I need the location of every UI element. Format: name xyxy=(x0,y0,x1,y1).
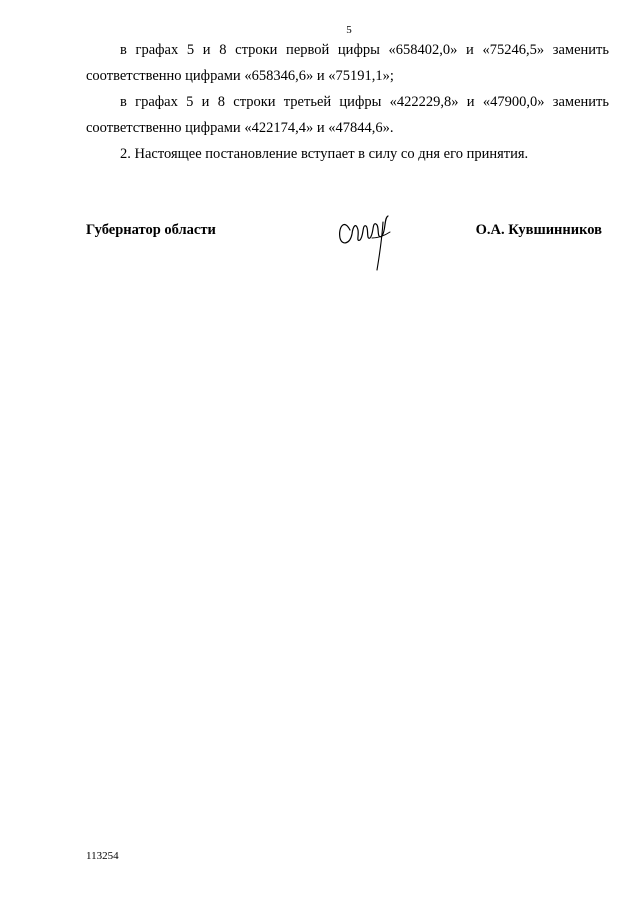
paragraph-replace-row-1: в графах 5 и 8 строки первой цифры «658402,0» и «75246,5» заменить соответственно цифрами «658346,6» и «75191,1»; xyxy=(86,42,609,84)
signer-name: О.А. Кувшинников xyxy=(475,222,602,238)
signature-block xyxy=(86,222,602,282)
paragraph-replace-row-3: в графах 5 и 8 строки третьей цифры «422229,8» и «47900,0» заменить соответственно цифрами «422174,4» и «47844,6». xyxy=(86,94,609,136)
signer-title: Губернатор области xyxy=(86,222,216,238)
handwritten-signature xyxy=(336,208,396,278)
page-number: 5 xyxy=(346,24,352,36)
paragraph-effective-date: 2. Настоящее постановление вступает в силу со дня его принятия. xyxy=(120,146,529,162)
document-number: 113254 xyxy=(86,850,119,862)
